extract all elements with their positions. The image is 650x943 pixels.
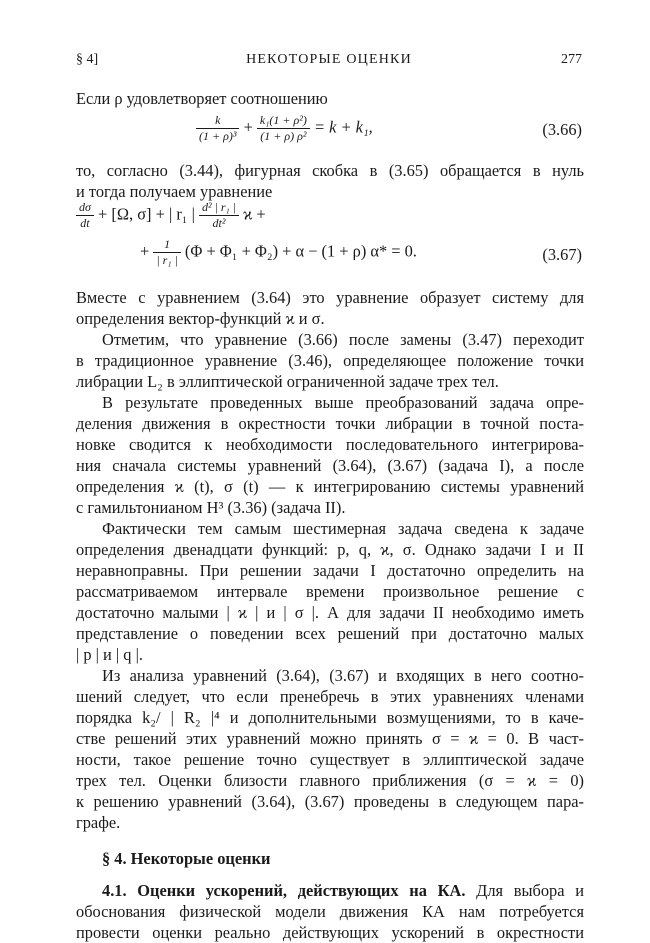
text-line: неравноправны. При решении задачи I достаточно определить на — [76, 561, 584, 580]
equation-3-67-line1: $\frac{d\sigma}{dt}$ + [Ω, σ] + | r₁ | $\frac{\text{d² | r₁ |}}{\text{dt²}}$ ϰ + — [76, 200, 266, 231]
page-number: 277 — [561, 52, 582, 67]
running-header — [76, 52, 582, 70]
text-line: В результате проведенных выше преобразований задача опре- — [102, 393, 584, 412]
equation-3-67-line2: + $\frac{1}{\text{| r₁ |}}$ (Φ + Φ₁ + Φ₂) + α − (1 + ρ) α* = 0. — [140, 237, 417, 267]
text-line: Вместе с уравнением (3.64) это уравнение образует систему для — [76, 288, 584, 307]
text-line: то, согласно (3.44), фигурная скобка в (3.65) обращается в нуль — [76, 161, 584, 180]
intro-line: Если ρ удовлетворяет соотношению — [76, 89, 328, 108]
text-line: деления движения в окрестности точки либрации в точной поста- — [76, 414, 584, 433]
header-title: НЕКОТОРЫЕ ОЦЕНКИ — [246, 52, 412, 67]
text-line: ности, такое решение точно существует в эллиптической задаче — [76, 750, 584, 769]
text-line: с гамильтонианом H³ (3.36) (задача II). — [76, 498, 346, 517]
text-line: Из анализа уравнений (3.64), (3.67) и входящих в него соотно- — [102, 666, 584, 685]
header-section: § 4] — [76, 52, 99, 67]
text-line: в традиционное уравнение (3.46), определяющее положение точки — [76, 351, 584, 370]
eq366-number: (3.66) — [542, 120, 582, 139]
text-line: представление о поведении всех решений при достаточно малых — [76, 624, 584, 643]
text-line: и тогда получаем уравнение — [76, 182, 273, 201]
text-line: графе. — [76, 813, 121, 832]
section-heading: § 4. Некоторые оценки — [102, 849, 271, 868]
text-line: определения двенадцати функций: p, q, ϰ, σ. Однако задачи I и II — [76, 540, 584, 559]
text-line: провести оценки реально действующих ускорений в окрестности — [76, 923, 584, 942]
text-line: обоснования физической модели движения КА нам потребуется — [76, 902, 584, 921]
eq366-frac2: $\frac{\text{k₁(1 + ρ²)}}{\text{(1 + ρ) ρ²}}$ — [257, 113, 310, 144]
equation-3-66: $\frac{k}{\text{(1 + ρ)³}}$ + $\frac{\text{k₁(1 + ρ²)}}{\text{(1 + ρ) ρ²}}$ = k + k₁, — [196, 113, 373, 144]
text-line: ния сначала системы уравнений (3.64), (3.67) (задача I), а после — [76, 456, 584, 475]
text-line: Фактически тем самым шестимерная задача сведена к задаче — [102, 519, 584, 538]
subsection-first-line: 4.1. Оценки ускорений, действующих на КА. Для выбора и — [102, 881, 584, 900]
eq366-frac1: $\frac{k}{\text{(1 + ρ)³}}$ — [196, 113, 239, 144]
eq367-number: (3.67) — [542, 245, 582, 264]
text-line: либрации L₂ в эллиптической ограниченной задаче трех тел. — [76, 372, 499, 391]
text-line: рассматриваемом интервале времени произвольное решение с — [76, 582, 584, 601]
text-line: к решению уравнений (3.64), (3.67) проведены в следующем пара- — [76, 792, 584, 811]
subsection-title: 4.1. Оценки ускорений, действующих на КА. — [102, 881, 466, 900]
text-line: | p | и | q |. — [76, 645, 143, 664]
text-line: достаточно малыми | ϰ | и | σ |. А для задачи II необходимо иметь — [76, 603, 584, 622]
text-line: шений следует, что если пренебречь в этих уравнениях членами — [76, 687, 584, 706]
text-line: порядка k₂/ | R₂ |⁴ и дополнительными возмущениями, то в каче- — [76, 708, 584, 727]
text-line: стве решений этих уравнений можно принять σ = ϰ = 0. В част- — [76, 729, 584, 748]
text-line: трех тел. Оценки близости главного приближения (σ = ϰ = 0) — [76, 771, 584, 790]
text-line: определения ϰ (t), σ (t) — к интегрированию системы уравнений — [76, 477, 584, 496]
text-line: новке сводится к необходимости последовательного интегрирова- — [76, 435, 584, 454]
text-line: определения вектор-функций ϰ и σ. — [76, 309, 325, 328]
text-line: Отметим, что уравнение (3.66) после замены (3.47) переходит — [102, 330, 584, 349]
